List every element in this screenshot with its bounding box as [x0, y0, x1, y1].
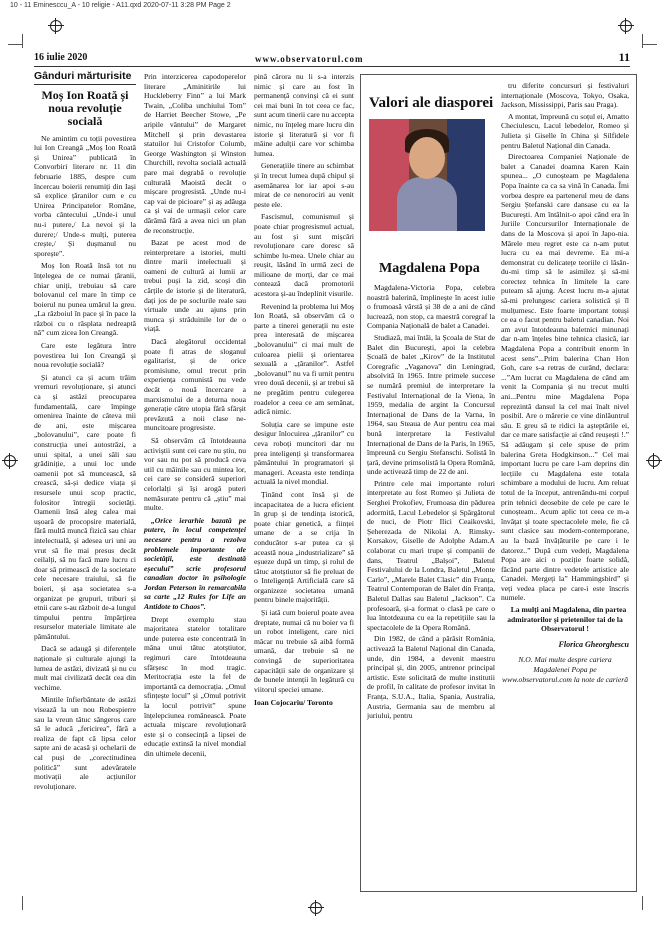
article-title: Moș Ion Roată și noua revoluție socială	[41, 87, 129, 128]
paragraph: Drept exemplu stau majoritatea statelor totalitare unde puterea este concentrată în mâna unui tătuc atotștiutor, regimuri care întotdeauna sfârșesc în mod tragic. Meritocrația este la fel de importantă ca democrația. „Omul sfințește locul” și „Omul potrivit la locul potrivit” spune înțelepciunea românească. Poate actuala mișcare revoluționară este și o consecință a lipsei de educație extinsă la nivel mondial din ultimele decenii,	[144, 614, 246, 758]
registration-mark	[620, 20, 632, 32]
paragraph: Fascismul, comunismul și poate chiar progresismul actual, au fost și sunt mișcări revoluționare care doresc să schimbe lu-mea. Unele chiar au reușit, lăsând în urmă zeci de milioane de morți, dar ce mai contează dacă promotorii acestora și-au îndeplinit visurile.	[254, 212, 354, 299]
paragraph: Directoarea Companiei Naționale de balet a Canadei doamna Karen Kain spunea... „O cunoșteam pe Magdalena Popa înainte ca ca sa vină în Canada. Îmi vorbea despre ea partenerul meu de dans Sergiu Ștefanski care dansase cu ea la București. Am întâlnit-o apoi când era în Juriile Concursurilor Internaționale de dans de la Moscova și apoi în Japo-nia. Mărele meu regret este ca n-am putut lucra cu ea mai devreme. Ea mi-a demonstrat cu delicatețe teoriile ci lăsân-du-mi timp să le asimilez și să-mi corectez tehnica în limitele la care puteam să ajung. Acest lucru m-a ajutat să-mi prelungesc cariera solistică și îl mulțumesc. Este foarte important totuși ce ea o facut pentru baletul canadian. Noi am avut întotdeauna baletnici minunați dar n-am înțeles bine tehnica clasică, iar Magdalena Popa a contribuit enorm în acest sens”...Prim balerina Chan Hon Goh, care s-a retras de curând, declara: ...”Am lucrat cu Magdalena de când am venit la Compania și nu trecut multi ani...Pentru mine Magdalena Popa reprezintă dansul la cel mai înalt nivel posibil. Are o mărerie ce vine dinlăuntrul său. E greu să te ridici la așteptările ei, dar ce mare satisfacție ai când reușești !.” Să adăugam și cele spuse de prim balerina Greta Hodgkinson...” Cel mai important lucru pe care l-am deprins din lecțiile cu Magdalena este totala schimbare a modului de lucru. Am reluat totul de la început, antrenându-mi corpul prin tehnici deosebite de cele pe care le cunoșteam.. Acum aplic tot ceea ce m-a învățat și toate spectacolele mele, fie că sunt clasice sau modern-contemporane, au la bază învățăturile pe care i le datorez..” După cum vedeți, Magdalena Popa are aici o poziție foarte solidă, făcând parte dintre vedetele artistice ale Canadei. Mergeți la” Hammingsbird” și veți vedea placa pe care-i este înscris numele.	[501, 152, 629, 603]
editor-note: N.O. Mai multe despre cariera Magdalenei Popa pe www.observatorul.com la note de carieră	[502, 655, 628, 684]
paragraph: Mintile înfierbântate de astăzi visează la un nou Robespierre sau la vreun tătuc sângeros care să le aducă „fericirea”, fără a realiza de fapt că lipsa celor sapte ani de acasă și ochelarii de cal puși de „corectitudinea politică” sunt adevăratele motivații ale acțiunilor revoluționare.	[34, 695, 136, 791]
paragraph: Moș Ion Roată însă tot nu înțelegea de ce numai țăranii, chiar uniți, trebuiau să care bolovanul cel mare în timp ce boierul nu punea umărul la greu. „La războiul în pace și în pace la război cu o răsplata nedreaptă nă” cum zicea Ion Creangă.	[34, 261, 136, 338]
paragraph: tru diferite concursuri și festivaluri internaționale (Moscova, Tokyo, Osaka, Jackson, Mississippi, Paris sau Praga).	[501, 81, 629, 110]
paragraph: Dacă alegătorul occidental poate fi atras de sloganul egalitarist, și de orice promisiune, omul trecut prin experiența comunistă nu vede decât o nouă încercare a marxismului de a deturna noua generație către utopia fără sfârșit prevăzută a noii clase ne-muncitoare progresiste.	[144, 337, 246, 433]
paragraph: Să observăm că întotdeauna activiștii sunt cei care nu știu, nu vor sau nu pot să producă ceva util cu mâinile sau cu mintea lor, cei care se consideră superiori celorlalți și își arogă puteri nemăsurate pentru că „știu” mai multe.	[144, 435, 246, 513]
feature-box	[360, 74, 637, 892]
page-number: 11	[618, 50, 630, 64]
issue-date: 16 iulie 2020	[34, 52, 88, 63]
paragraph: pină cărora nu li s-a interzis nimic și care au fost în permanență convinși că ei sunt cei mai buni în tot ceea ce fac, sunt acum tinerii care nu accepta nimic, nu înțeleg mare lucru din istorie și literatură și vor fi mâine adulții care vor schimba lumea.	[254, 72, 354, 158]
feature-column-1	[367, 283, 495, 723]
paragraph: Revenind la problema lui Moș Ion Roată, să observăm că o parte a tinerei generații nu este prea interesată de mișcarea „bolovanului” ci mai mult de culoarea pielii și orientarea sexuală a „țăranilor”. Astfel „bolovanul” nu va fi urnit pentru vreo două decenii, și ar trebui să ne pregătim pentru culegerea roadelor a ceea ce am semănat, adică nimic.	[254, 301, 354, 417]
paragraph: Magdalena-Victoria Popa, celebra noastră balerină, împlinește în acest iulie o frumoasă vârstă și 38 de a ani de când lucrează, non stop, ca maestră coregraf la Compania Națională de balet a Canadei.	[367, 283, 495, 331]
paragraph: Prin interzicerea capodoperelor literare „Aminitirile lui Huckleberry Finn” a lui Mark Twain, „Coliba unchiului Tom” de Harriet Beecher Stowe, „Pe aripile vântului” de Margaret Mitchell și prin devastarea statuilor lui Cristofor Columb, George Washington și Winston Churchill, revolta socială actuală pare mai degrabă o revoluție culturală Maoistă decât o mișcare progresistă. „Unde nu-i cap vai de picioare” și aș adăuga ca și vai de urmașii celor care dărâmă fără a avea nici un plan de reconstrucție.	[144, 72, 246, 235]
crop-mark	[642, 34, 643, 48]
crop-mark	[8, 44, 22, 45]
registration-mark	[310, 902, 322, 914]
header-rule	[34, 66, 630, 67]
section-kicker: Gânduri mărturisite	[34, 72, 136, 85]
article-column-3	[254, 72, 354, 708]
registration-mark	[50, 20, 62, 32]
paragraph: Și atunci ca și acum trăim vremuri revoluționare, și atunci ca și astăzi preocuparea fundamentală, care împinge omenirea înainte de câteva mii de ani, este mișcarea „bolovanului”, care poate fi construcția unei autostrăzi, a unui spital, a unei săli sau grădiniție, a unui loc unde oamenii pot să muncească, să crească, să-și dedice viața și resursele unui scop practic, folositor întregii societăți. Oamenii însă aleg calea mai ușoară de procopsire materială, fără multă muncă fizică sau chiar intelectuală, și adesea uri uni au vrut să fie mai presus decât ceilalți, să nu facă mare lucru ci doar să primească de la societate cele necesare traiului, să fie boieri, și așa societatea s-a organizat pe grupuri, triburi și etnii care s-au războit de-a lungul timpului pentru împărțirea resurselor materiale limitate ale pământului.	[34, 372, 136, 641]
paragraph: A montat, împreună cu soțul ei, Amatto Checiulescu, Lacul lebedelor, Romeo și Julieta și Giselle în China și Silfidele pentru Baletul Național din Canada.	[501, 111, 629, 150]
paragraph: Soluția care se impune este desigur înlocuirea „țăranilor” cu ceva roboți muncitori dar nu prea inteligenți și transformarea pământului în programatori și manageri. Aceasta este tendința actuală la nivel mondial.	[254, 419, 354, 487]
site-url: www.observatorul.com	[255, 54, 364, 64]
paragraph: Studiază, mai întâi, la Școala de Stat de Balet din București, apoi la celebra Școală de balet „Kirov” de la Institutul Coregrafic „Vaganova” din Leningrad, absolvită în 1965. Intre primele succese se numără premiul de interpretare la Festivalul Internațional de la Viena, în 1959, medalia de argint la Concursul Internațional de Dans de la Varna, în 1964, sau Steaua de Aur pentru cea mai bună interpretare la Festivalul Internațional de Dans de la Paris, în 1965, împreună cu Sergiu Stefanschi. Solistă în țară, devine primsolistă la Opera Română, unde activează timp de 22 de ani.	[367, 332, 495, 477]
box-title: Valori ale diasporei	[369, 95, 494, 111]
pull-quote: „Orice ierarhie bazată pe putere, în locul competenței necesare pentru a rezolva problemele importante ale societății, este destinată eșecului” scrie profesorul canadian doctor în psihologie Jordan Peterson în remarcabila sa carte „12 Rules for Life an Antidote to Chaos”.	[144, 515, 246, 612]
registration-mark	[4, 455, 16, 467]
paragraph: Generațiile tinere au schimbat și în trecut lumea după chipul și asemănarea lor iar apoi s-au mirat de ce nenorociri au venit peste ele.	[254, 161, 354, 209]
crop-mark	[22, 34, 23, 48]
registration-mark	[648, 455, 660, 467]
feature-author: Florica Gheorghescu	[558, 639, 629, 649]
paragraph: Și iată cum boierul poate avea dreptate, numai că nu boier va fi un robot inteligent, care nici măcar nu trebuie să aibă formă umană, dar trebuie să ne convingă de superioritatea capacității sale de organizare și de bunele intenții în legătură cu viitorul speciei umane.	[254, 608, 354, 694]
article-column-2	[144, 72, 246, 762]
paragraph: Care este legătura între povestirea lui Ion Creangă și noua revoluție socială?	[34, 341, 136, 370]
paragraph: Dacă se adaugă și diferențele naționale și culturale ajungi la lumea de astăzi, divizată și nu cu mult mai civilizată decât cea din vechime.	[34, 644, 136, 692]
paragraph: Ținând cont însă și de incapacitatea de a lucra eficient în grup și de tendința istorică, poate chiar genetică, a ființei umane de a se crija în conducător s-ar putea ca și această noua „industrializare” să eșueze după un timp, și rolul de tătuc atotștiutor să fie preluat de o Inteligență Artificială care să organizeze societatea umană pentru binele majorității.	[254, 489, 354, 605]
paragraph: Din 1982, de când a părăsit România, activează la Baletul Național din Canada, unde, din 1984, a devenit maestru principal și, din 2005, antrenor principal artistic. Este solicitată de multe institutii de profil, în calitate de profesor invitat în Franța, S.U.A., Italia, Spania, Australia, Austria, Germania sau de membru al juriului, pentru	[367, 634, 495, 721]
paragraph: Bazat pe acest mod de reinterpretare a istoriei, multi dintre marii intelectuali și oameni de cultură ai lumii ar trebui puși la zid, scoși din cărțile de istorie și de literatură, dați jos de pe soclurile reale sau virtuale unde au ajuns prin munca și străduinile lor de o viață.	[144, 238, 246, 334]
portrait-photo	[369, 119, 485, 231]
paragraph: Printre cele mai importante roluri interpretate au fost Romeo și Julieta de Serghei Prokofiev, Frumoasa din pădurea adormită, Lacul Lebedelor și Spărgătorul de nuci, de Piotr Ilici Ceaikovski, Șeherezada de Nikolai A. Rimsky-Korsakov, Giselle de Adolphe Adam.A colaborat cu mari trupe și companii de dans, Teatrul „Balșoi”, Baletul Festivalului de la Londra, Baletul „Monte Carlo”, „Marele Balet Clasic” din Franța, Teatrul Contemporan de Balet din Franța, Baletul Dallas sau Baletul „Jackson”. Ca profesoară, și-a format o clasă pe care o lua întotdeauna cu ea la repetițiile sau la spectacolele de la Opera Română.	[367, 478, 495, 632]
print-slug: 10 - 11 Eminesccu_A - 10 religie - A11.qxd 2020-07-11 3:28 PM Page 2	[10, 2, 231, 9]
closing-greeting: La mulți ani Magdalena, din partea admiratorilor și prietenilor tai de la Observatorul !	[507, 605, 627, 634]
crop-mark	[642, 896, 643, 910]
crop-mark	[22, 896, 23, 910]
article-column-1	[34, 72, 136, 794]
article-signature: Ioan Cojocariu/ Toronto	[254, 698, 333, 708]
paragraph: Ne amintim cu toții povestirea lui Ion Creangă „Moș Ion Roată și Unirea” publicată în Convorbiri literare nr. 11 din februarie 1885, despre cum încercau boierii renumiți din Iași să explice țăranilor cum e cu Unirea Principatelor Române, vorba cântecului „Unde-i unul nu-i putere,/ La nevoi și la durere;/ Unde-s mulți, puterea crește,/ Și dușmanul nu sporește”.	[34, 133, 136, 258]
feature-column-2	[501, 81, 629, 684]
crop-mark	[643, 44, 657, 45]
feature-name: Magdalena Popa	[379, 261, 480, 276]
